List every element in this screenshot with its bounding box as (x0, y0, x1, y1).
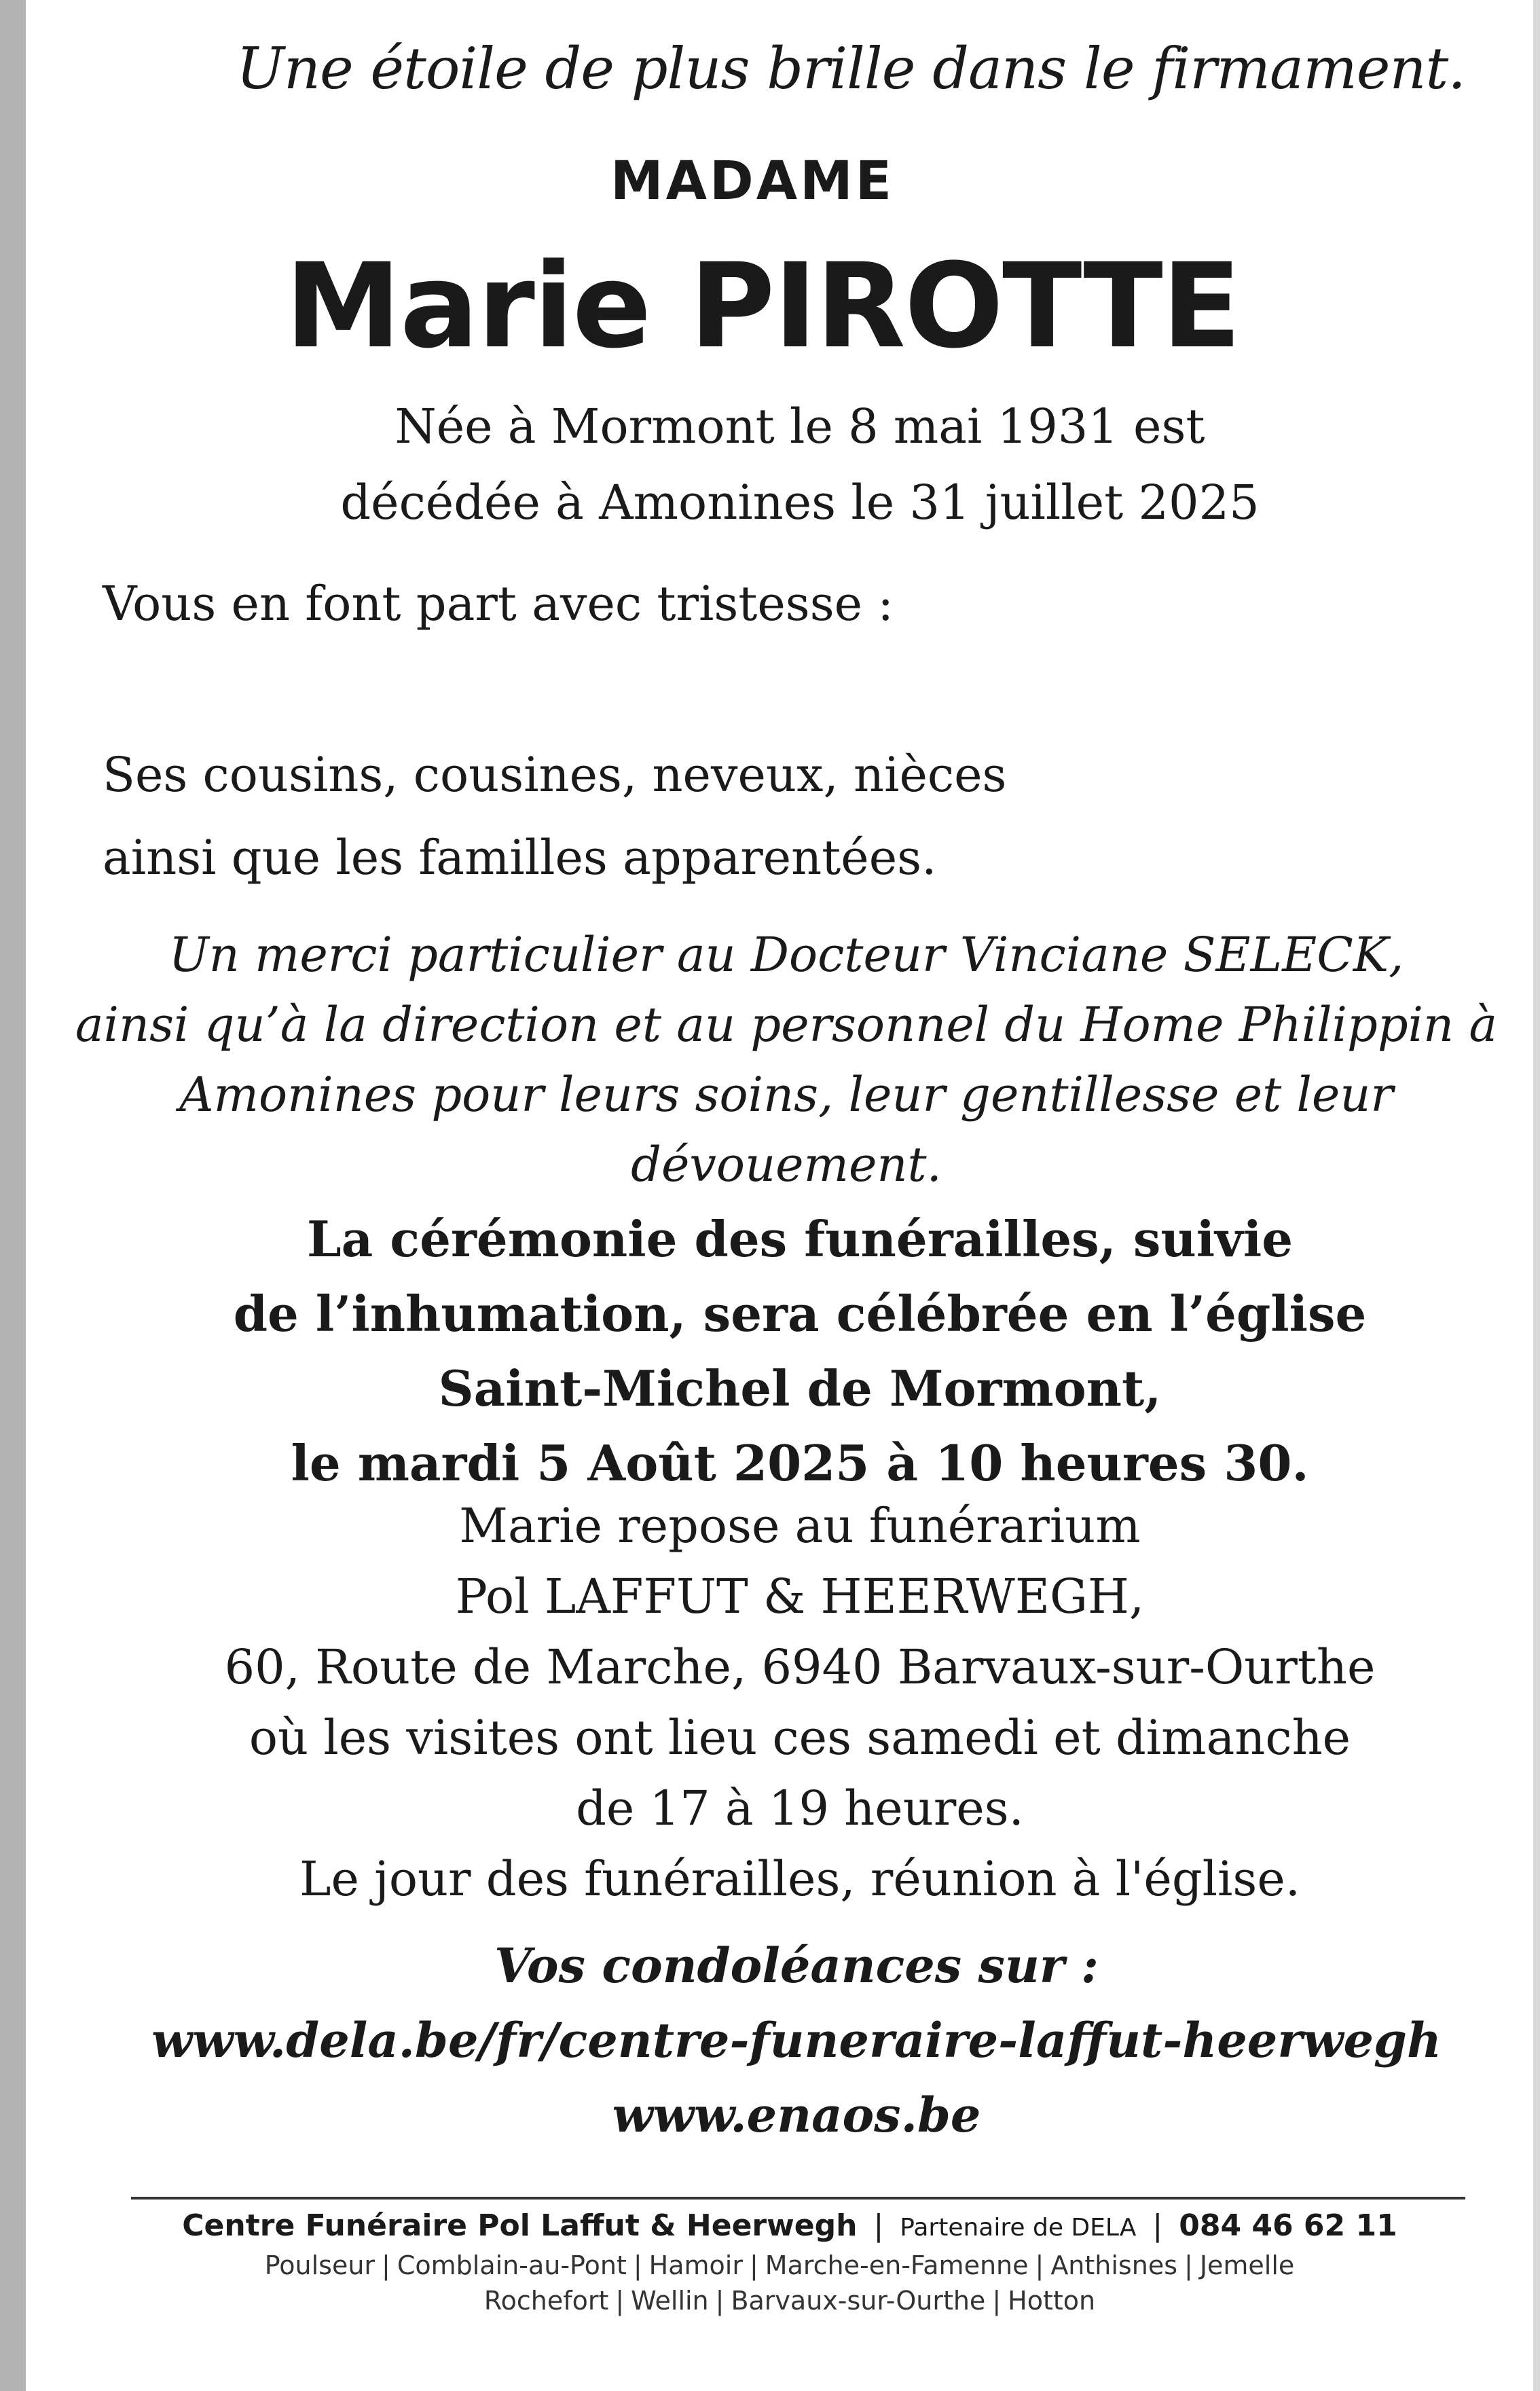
announcement: Vous en font part avec tristesse : (103, 576, 894, 632)
location: Barvaux-sur-Ourthe (731, 2286, 986, 2316)
location: Hotton (1008, 2286, 1096, 2316)
location: Comblain-au-Pont (397, 2250, 627, 2280)
death-notice (26, 0, 1533, 2391)
location: Rochefort (483, 2286, 609, 2316)
location: Jemelle (1199, 2250, 1295, 2280)
ceremony-line: le mardi 5 Août 2025 à 10 heures 30. (291, 1434, 1309, 1492)
footer-locations-line1: Poulseur | Comblain-au-Pont | Hamoir | Marche-en-Famenne | Anthisnes | Jemelle (264, 2250, 1295, 2280)
ceremony-line: de l’inhumation, sera célébrée en l’église (233, 1285, 1367, 1343)
thanks-line: dévouement. (631, 1137, 942, 1192)
footer-locations-line2: Rochefort | Wellin | Barvaux-sur-Ourthe | Hotton (483, 2286, 1096, 2316)
visitation-line: Le jour des funérailles, réunion à l'église. (299, 1851, 1301, 1907)
died-line: décédée à Amonines le 31 juillet 2025 (340, 475, 1260, 530)
thanks-paragraph (67, 920, 1506, 1200)
location: Poulseur (264, 2250, 375, 2280)
condolences-link-enaos[interactable]: www.enaos.be (612, 2087, 981, 2143)
visitation-info (67, 1491, 1533, 1914)
footer-divider (131, 2197, 1465, 2200)
visitation-line: de 17 à 19 heures. (576, 1781, 1024, 1836)
born-line: Née à Mormont le 8 mai 1931 est (395, 399, 1205, 454)
right-border (1533, 0, 1540, 2391)
location: Marche-en-Famenne (765, 2250, 1029, 2280)
thanks-line: ainsi qu’à la direction et au personnel du Home Philippin à (75, 997, 1498, 1053)
partner-label: Partenaire de DELA (900, 2214, 1137, 2242)
visitation-line: Marie repose au funérarium (459, 1498, 1141, 1554)
honorific: MADAME (610, 151, 894, 212)
ceremony-line: La cérémonie des funérailles, suivie (306, 1210, 1294, 1268)
family-list (103, 733, 1006, 899)
visitation-line: Pol LAFFUT & HEERWEGH, (455, 1569, 1145, 1624)
phone-number: 084 46 62 11 (1179, 2208, 1397, 2243)
family-line: Ses cousins, cousines, neveux, nièces (103, 747, 1007, 803)
thanks-line: Amonines pour leurs soins, leur gentillesse et leur (179, 1067, 1393, 1123)
location: Hamoir (648, 2250, 743, 2280)
motto: Une étoile de plus brille dans le firmament. (236, 35, 1465, 102)
ceremony-info (67, 1202, 1533, 1501)
family-line: ainsi que les familles apparentées. (103, 830, 937, 886)
visitation-line: où les visites ont lieu ces samedi et dimanche (249, 1710, 1351, 1766)
funeral-home-name: Centre Funéraire Pol Laffut & Heerwegh (182, 2208, 858, 2243)
condolences-heading: Vos condoléances sur : (494, 1937, 1099, 1994)
condolences-link-dela[interactable]: www.dela.be/fr/centre-funeraire-laffut-heerwegh (151, 2012, 1442, 2068)
condolences-section (60, 1929, 1533, 2153)
birth-death-info (67, 388, 1533, 541)
location: Anthisnes (1050, 2250, 1177, 2280)
visitation-line: 60, Route de Marche, 6940 Barvaux-sur-Ourthe (224, 1639, 1376, 1695)
location: Wellin (631, 2286, 709, 2316)
thanks-line: Un merci particulier au Docteur Vinciane SELECK, (168, 927, 1404, 983)
footer-company-line: Centre Funéraire Pol Laffut & Heerwegh | Partenaire de DELA | 084 46 62 11 (182, 2208, 1397, 2243)
ceremony-line: Saint-Michel de Mormont, (438, 1359, 1162, 1417)
deceased-name: Marie PIROTTE (285, 238, 1241, 374)
